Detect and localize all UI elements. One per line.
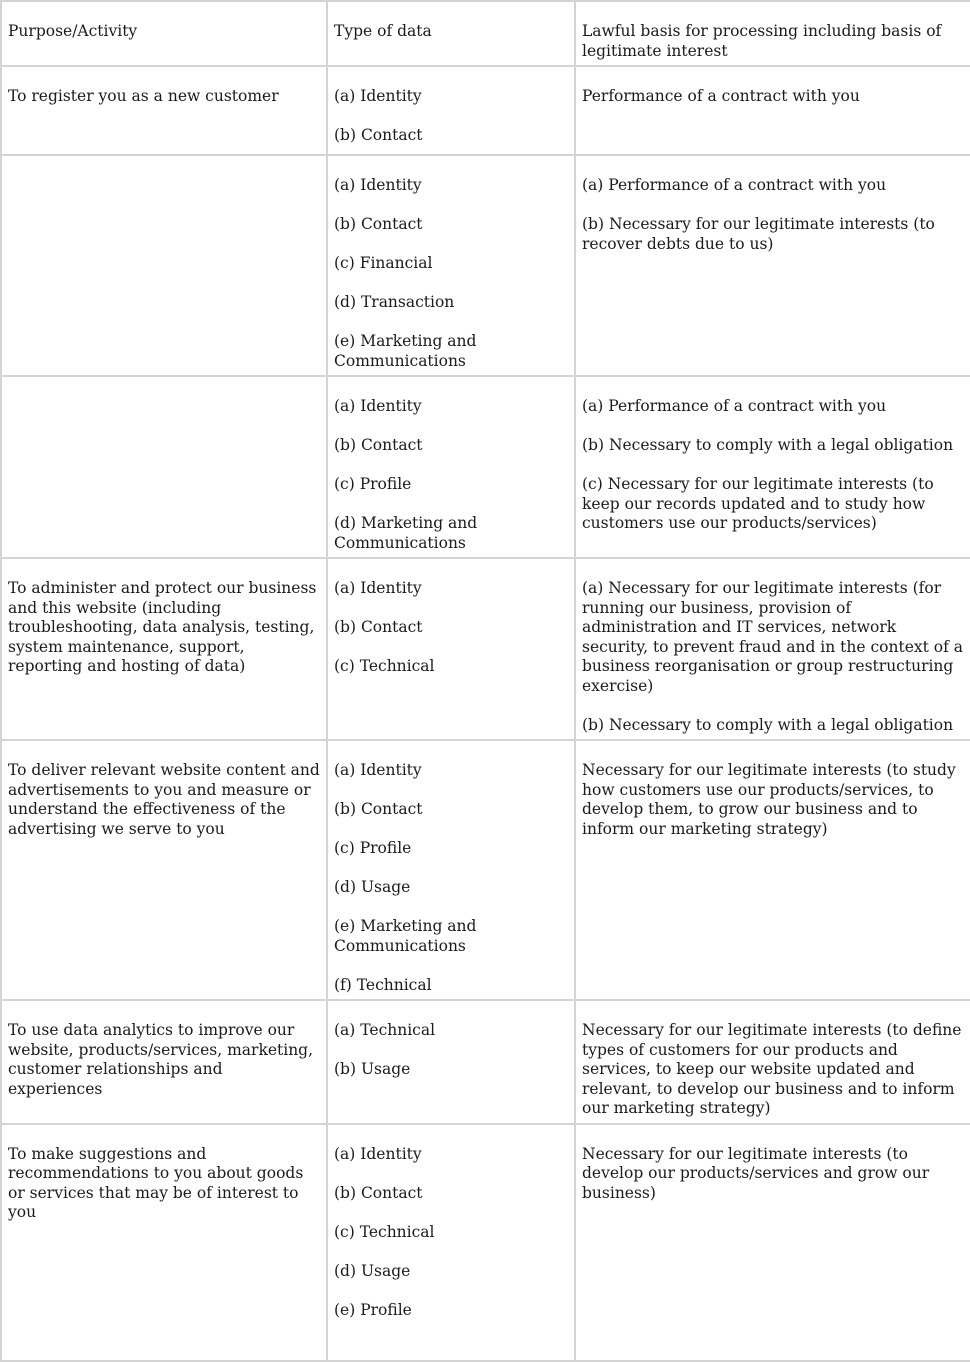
purpose-text: To use data analytics to improve our website, products/services, marketing, customer relationships and experiences: [8, 1021, 314, 1098]
data-type-item: (f) Technical: [334, 975, 432, 994]
lawful-basis-item: Necessary for our legitimate interests (to study how customers use our products/services, to develop them, to grow our business and to inform our marketing strategy): [582, 761, 956, 838]
data-type-item: (c) Profile: [334, 475, 412, 493]
data-type-item: (d) Usage: [334, 1261, 411, 1280]
data-type-item: (a) Identity: [334, 1144, 422, 1163]
data-type-item: (e) Marketing and Communications: [334, 917, 477, 955]
table-row: [1, 740, 970, 1000]
purpose-text: To deliver relevant website content and advertisements to you and measure or understand the effectiveness of the advertising we serve to you: [8, 761, 320, 838]
purpose-cell: [1, 155, 327, 376]
data-type-item: (b) Contact: [334, 1183, 423, 1202]
header-purpose: Purpose/Activity: [1, 1, 327, 66]
data-type-cell: [327, 1000, 575, 1124]
lawful-basis-cell: [575, 376, 970, 558]
purpose-cell: [1, 1124, 327, 1361]
data-type-item: (a) Identity: [334, 397, 422, 415]
lawful-basis-item: (a) Necessary for our legitimate interests (for running our business, provision of administration and IT services, network security, to prevent fraud and in the context of a business reorganisation or group restructuring exercise): [582, 579, 963, 695]
data-type-item: (b) Usage: [334, 1060, 411, 1078]
data-type-item: (a) Identity: [334, 579, 422, 597]
table-row: [1, 376, 970, 558]
purpose-text: To register you as a new customer: [8, 87, 279, 105]
data-type-item: (b) Contact: [334, 126, 423, 144]
header-basis: Lawful basis for processing including basis of legitimate interest: [575, 1, 970, 66]
data-type-item: (d) Transaction: [334, 293, 455, 311]
data-type-item: (c) Technical: [334, 1222, 435, 1241]
lawful-basis-item: Performance of a contract with you: [582, 87, 860, 105]
lawful-basis-item: Necessary for our legitimate interests (to develop our products/services and grow our business): [582, 1144, 930, 1202]
lawful-basis-cell: [575, 1000, 970, 1124]
lawful-basis-cell: [575, 740, 970, 1000]
lawful-basis-cell: [575, 66, 970, 155]
purpose-cell: [1, 740, 327, 1000]
table-row: [1, 1000, 970, 1124]
data-type-cell: [327, 740, 575, 1000]
data-type-cell: [327, 155, 575, 376]
data-type-item: (e) Marketing and Communications: [334, 332, 477, 370]
data-type-item: (a) Identity: [334, 761, 422, 779]
lawful-basis-item: (b) Necessary to comply with a legal obligation: [582, 715, 954, 734]
header-type: Type of data: [327, 1, 575, 66]
table-row: [1, 155, 970, 376]
lawful-basis-item: (b) Necessary for our legitimate interests (to recover debts due to us): [582, 215, 935, 253]
data-type-item: (c) Profile: [334, 839, 412, 857]
data-type-item: (b) Contact: [334, 215, 423, 233]
data-type-item: (b) Contact: [334, 436, 423, 454]
data-type-item: (e) Profile: [334, 1300, 412, 1319]
data-type-item: (c) Technical: [334, 657, 435, 675]
header-row: [1, 1, 970, 66]
data-type-item: (a) Identity: [334, 87, 422, 105]
data-type-item: (a) Identity: [334, 176, 422, 194]
lawful-basis-item: (c) Necessary for our legitimate interests (to keep our records updated and to study how customers use our products/services): [582, 475, 934, 532]
data-type-item: (b) Contact: [334, 618, 423, 636]
purpose-cell: [1, 1000, 327, 1124]
lawful-basis-item: (a) Performance of a contract with you: [582, 176, 887, 194]
lawful-basis-item: (b) Necessary to comply with a legal obligation: [582, 436, 954, 454]
purpose-text: To make suggestions and recommendations to you about goods or services that may be of interest to you: [8, 1144, 304, 1221]
purpose-cell: [1, 558, 327, 740]
data-type-cell: [327, 66, 575, 155]
purpose-cell: [1, 376, 327, 558]
purpose-text: To administer and protect our business and this website (including troubleshooting, data analysis, testing, system maintenance, support, reporting and hosting of data): [8, 579, 317, 675]
data-type-item: (d) Marketing and Communications: [334, 514, 478, 552]
data-type-item: (c) Financial: [334, 254, 433, 272]
data-type-item: (a) Technical: [334, 1021, 436, 1039]
lawful-basis-cell: [575, 558, 970, 740]
lawful-basis-item: (a) Performance of a contract with you: [582, 397, 887, 415]
data-type-cell: [327, 558, 575, 740]
data-type-cell: [327, 1124, 575, 1361]
table-row: [1, 66, 970, 155]
lawful-basis-item: Necessary for our legitimate interests (to define types of customers for our products and services, to keep our website updated and relevant, to develop our business and to inform our marketing strategy): [582, 1021, 962, 1117]
lawful-basis-cell: [575, 155, 970, 376]
table-row: [1, 558, 970, 740]
data-type-cell: [327, 376, 575, 558]
table-row: [1, 1124, 970, 1361]
data-type-item: (b) Contact: [334, 800, 423, 818]
lawful-basis-cell: [575, 1124, 970, 1361]
purpose-cell: [1, 66, 327, 155]
data-type-item: (d) Usage: [334, 878, 411, 896]
